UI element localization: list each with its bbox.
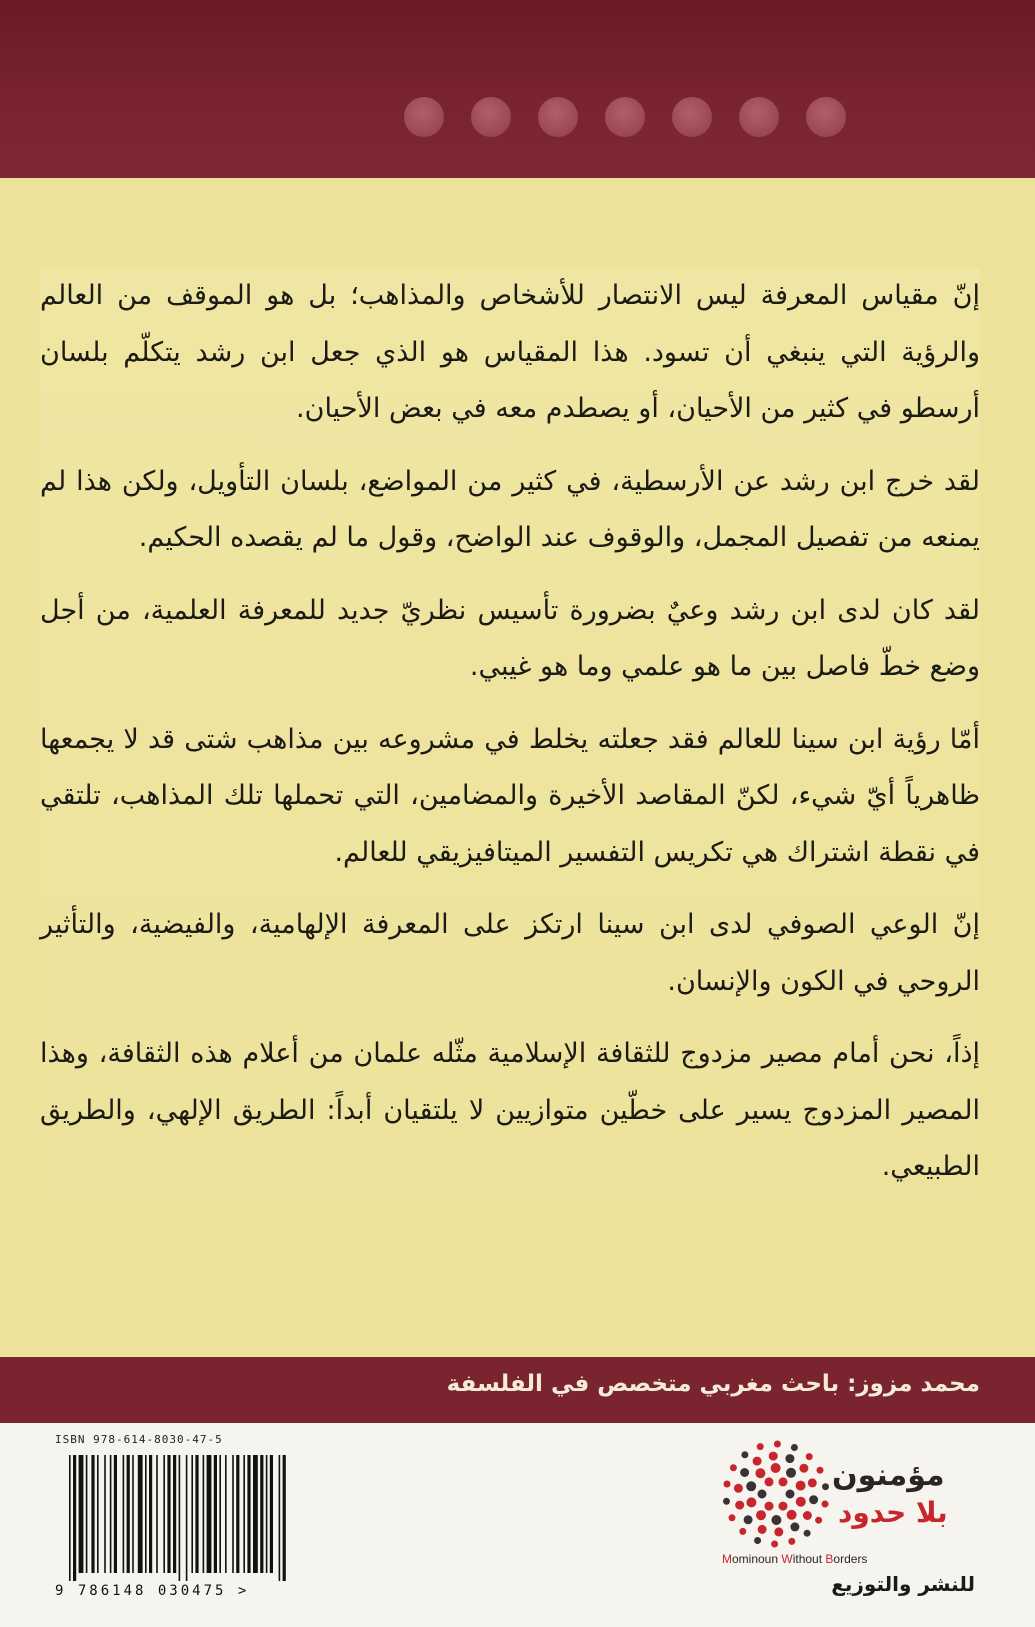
blurb-paragraph-1: إنّ مقياس المعرفة ليس الانتصار للأشخاص والمذاهب؛ بل هو الموقف من العالم والرؤية التي ينبغي أن تسود. هذا المقياس هو الذي جعل ابن رشد يتكلّم بلسان أرسطو في كثير من الأحيان، أو يصطدم معه في بعض الأحيان. [40,280,980,424]
publisher-en-initial-m: M [722,1552,732,1566]
isbn-label: ISBN 978-614-8030-47-5 [55,1433,223,1446]
author-bio: محمد مزوز: باحث مغربي متخصص في الفلسفة [446,1371,980,1397]
decorative-dot [471,97,511,137]
decorative-dot [404,97,444,137]
blurb-paragraph-3: لقد كان لدى ابن رشد وعيٌ بضرورة تأسيس نظريّ جديد للمعرفة العلمية، من أجل وضع خطّ فاصل بين ما هو علمي وما هو غيبي. [40,594,980,682]
isbn-barcode [55,1433,320,1605]
decorative-dots-row [0,97,1035,141]
publisher-tagline: للنشر والتوزيع [831,1572,975,1596]
decorative-dot [806,97,846,137]
publisher-name-line2: بلا حدود [838,1496,948,1529]
publisher-name-line1: مؤمنون [832,1458,945,1493]
blurb-paragraph-6: إذاً، نحن أمام مصير مزدوج للثقافة الإسلامية مثّله علمان من أعلام هذه الثقافة، وهذا المصير المزدوج يسير على خطّين متوازيين لا يلتقيان أبداً: الطريق الإلهي، والطريق الطبيعي. [40,1038,980,1182]
publisher-en-initial-w: W [781,1552,793,1566]
decorative-dot [739,97,779,137]
barcode-digits: 9 786148 030475 > [55,1583,250,1599]
decorative-dot [605,97,645,137]
publisher-en-initial-b: B [825,1552,834,1566]
barcode-bars [55,1455,320,1581]
decorative-dot [538,97,578,137]
publisher-en-part2: ithout [792,1552,826,1566]
blurb-paragraph-5: إنّ الوعي الصوفي لدى ابن سينا ارتكز على المعرفة الإلهامية، والفيضية، والتأثير الروحي في الكون والإنسان. [40,909,980,997]
publisher-dots-mark-icon [720,1438,832,1550]
publisher-logo [720,1438,985,1618]
decorative-dot [672,97,712,137]
top-maroon-band [0,0,1035,178]
publisher-en-part3: orders [833,1552,868,1566]
publisher-name-english [722,1552,867,1566]
blurb-paragraph-2: لقد خرج ابن رشد عن الأرسطية، في كثير من المواضع، بلسان التأويل، ولكن هذا لم يمنعه من تفصيل المجمل، والوقوف عند الواضح، وقول ما لم يقصده الحكيم. [40,465,980,553]
blurb-paragraph-4: أمّا رؤية ابن سينا للعالم فقد جعلته يخلط في مشروعه بين مذاهب شتى قد لا يجمعها ظاهرياً أيّ شيء، لكنّ المقاصد الأخيرة والمضامين، التي تحملها تلك المذاهب، تلتقي في نقطة اشتراك هي تكريس التفسير الميتافيزيقي للعالم. [40,723,980,868]
author-strip [0,1357,1035,1423]
blurb-text-area [40,268,980,1278]
publisher-en-part1: ominoun [732,1552,782,1566]
